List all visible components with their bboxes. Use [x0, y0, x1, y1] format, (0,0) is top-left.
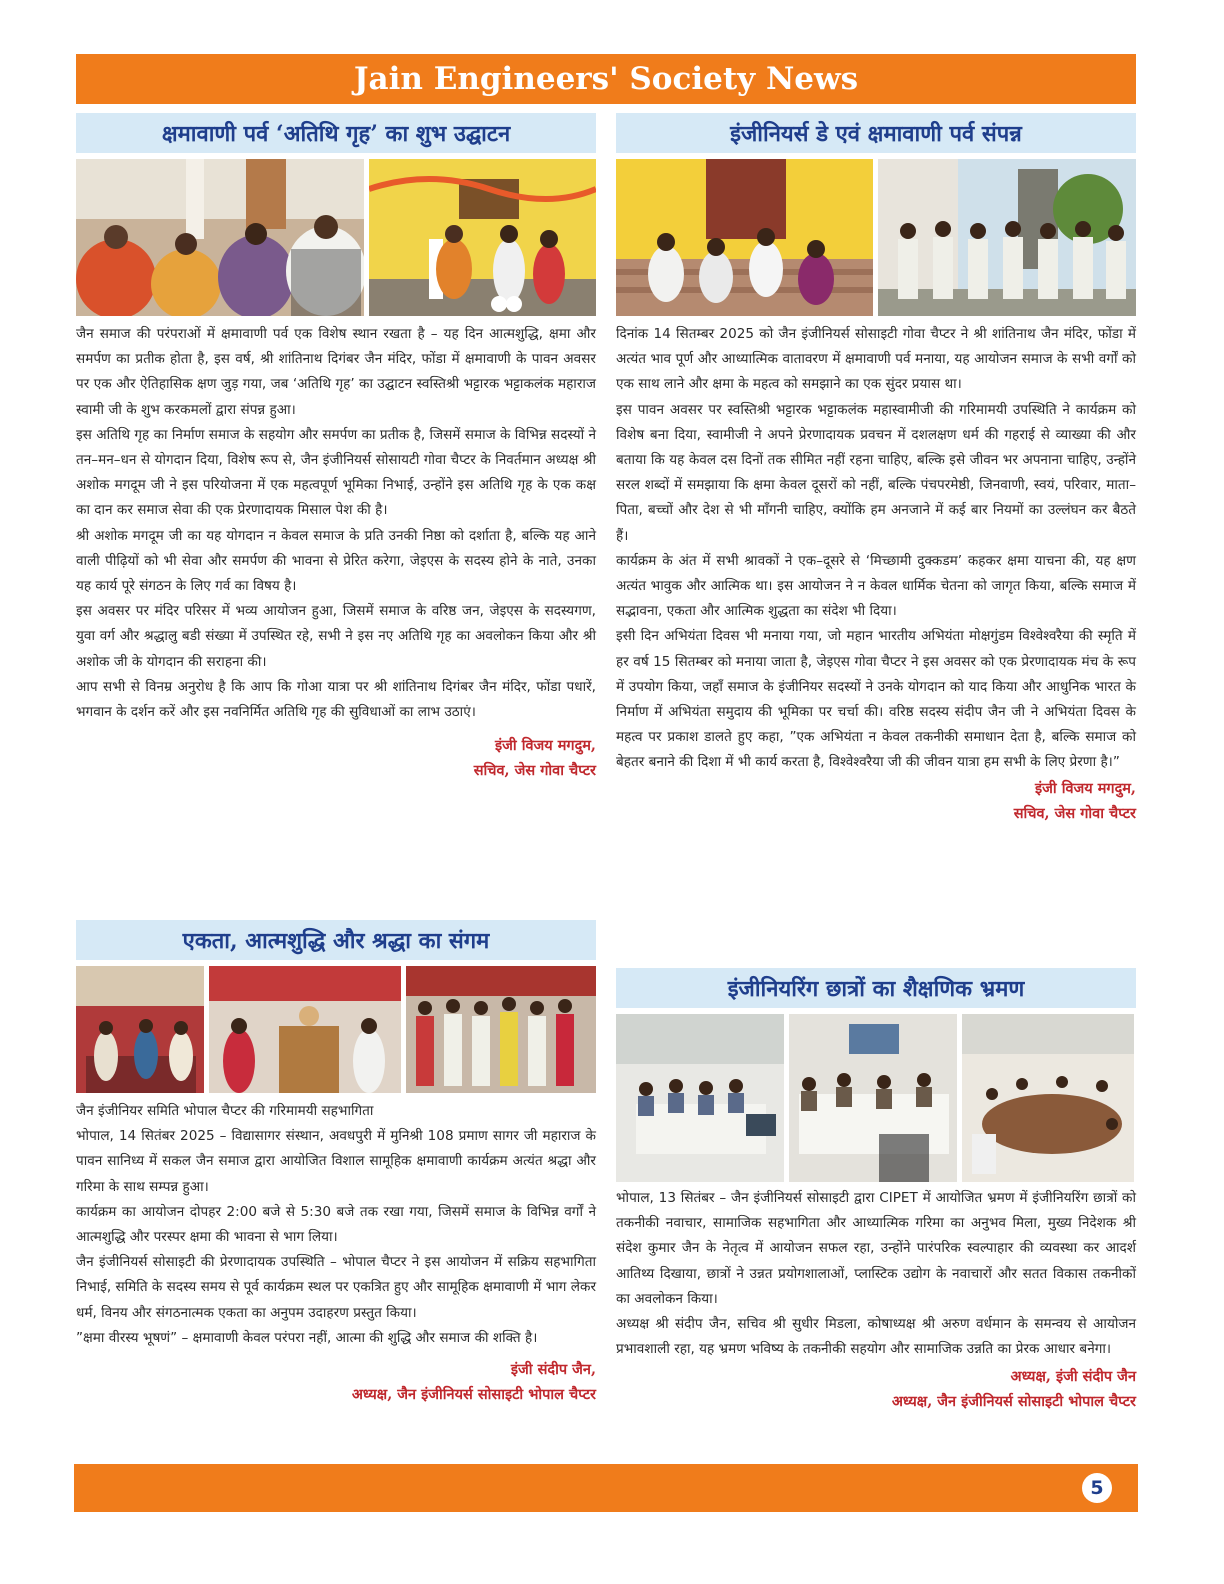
paragraph: आप सभी से विनम्र अनुरोध है कि आप कि गोआ यात्रा पर श्री शांतिनाथ दिगंबर जैन मंदिर, फोंडा पधारें, भगवान के दर्शन करें और इस नवनिर्मित अतिथि गृह की सुविधाओं का लाभ उठाएं। — [76, 678, 596, 721]
photo-inauguration — [369, 159, 596, 316]
paragraph: ”क्षमा वीरस्य भूषणं” – क्षमावाणी केवल परंपरा नहीं, आत्मा की शुद्धि और समाज की शक्ति है। — [76, 1329, 538, 1346]
photo-row — [76, 966, 596, 1093]
signature-name: अध्यक्ष, इंजी संदीप जैन — [1010, 1368, 1136, 1386]
article-body — [616, 1186, 1136, 1362]
signature-role: अध्यक्ष, जैन इंजीनियर्स सोसाइटी भोपाल चैप्टर — [891, 1393, 1136, 1411]
photo-conference-room — [962, 1014, 1134, 1182]
signature-role: अध्यक्ष, जैन इंजीनियर्स सोसाइटी भोपाल चैप्टर — [351, 1386, 596, 1404]
paragraph: भोपाल, 14 सितंबर 2025 – विद्यासागर संस्थान, अवधपुरी में मुनिश्री 108 प्रमाण सागर जी महाराज के पावन सानिध्य में सकल जैन समाज द्वारा आयोजित विशाल सामूहिक क्षमावाणी कार्यक्रम अत्यंत श्रद्धा और गरिमा के साथ सम्पन्न हुआ। — [76, 1128, 596, 1195]
article-body — [616, 322, 1136, 776]
photo-gathering — [76, 159, 364, 316]
footer-bar — [74, 1464, 1138, 1512]
paragraph: इस अतिथि गृह का निर्माण समाज के सहयोग और समर्पण का प्रतीक है, जिसमें समाज के विभिन्न सदस्यों ने तन–मन–धन से योगदान दिया, विशेष रूप से, जैन इंजीनियर्स सोसायटी गोवा चैप्टर के निवर्तमान अध्यक्ष श्री अशोक मगदूम जी ने इस परियोजना में एक महत्वपूर्ण भूमिका निभाई, उन्होंने इस अतिथि गृह के एक कक्ष का दान कर समाज सेवा की एक प्रेरणादायक मिसाल पेश की है। — [76, 426, 596, 519]
article-body — [76, 1099, 596, 1351]
photo-group-outdoor — [878, 159, 1136, 316]
paragraph: इसी दिन अभियंता दिवस भी मनाया गया, जो महान भारतीय अभियंता मोक्षगुंडम विश्वेश्वरैया की स्मृति में हर वर्ष 15 सितम्बर को मनाया जाता है, जेइएस गोवा चैप्टर ने इस अवसर को एक प्रेरणादायक मंच के रूप में उपयोग किया, जहाँ समाज के इंजीनियर सदस्यों ने उनके योगदान को याद किया और आधुनिक भारत के निर्माण में अभियंता समुदाय की भूमिका पर चर्चा की। वरिष्ठ सदस्य संदीप जैन जी ने अभियंता दिवस के महत्व पर प्रकाश डालते हुए कहा, ”एक अभियंता न केवल तकनीकी समाधान देता है, बल्कि समाज को बेहतर बनाने की दिशा में भी कार्य करता है, विश्वेश्वरैया जी की जीवन यात्रा हम सभी के लिए प्रेरणा है।” — [616, 628, 1136, 771]
signature — [76, 733, 596, 783]
signature-name: इंजी संदीप जैन, — [510, 1361, 596, 1379]
paragraph: इस अवसर पर मंदिर परिसर में भव्य आयोजन हुआ, जिसमें समाज के वरिष्ठ जन, जेइएस के सदस्यगण, युवा वर्ग और श्रद्धालु बडी संख्या में उपस्थित रहे, सभी ने इस नए अतिथि गृह का अवलोकन किया और श्री अशोक जी के योगदान की सराहना की। — [76, 603, 596, 670]
photo-stage — [76, 966, 204, 1093]
signature — [616, 776, 1136, 826]
paragraph: श्री अशोक मगदूम जी का यह योगदान न केवल समाज के प्रति उनकी निष्ठा को दर्शाता है, बल्कि यह आने वाली पीढ़ियों को भी सेवा और समर्पण की भावना से प्रेरित करेगा, जेइएस के सदस्य होने के नाते, उनका यह कार्य पूरे संगठन के लिए गर्व का विषय है। — [76, 527, 596, 595]
paragraph: कार्यक्रम के अंत में सभी श्रावकों ने एक–दूसरे से ‘मिच्छामी दुक्कडम’ कहकर क्षमा याचना की, यह क्षण अत्यंत भावुक और आत्मिक था। इस आयोजन ने न केवल धार्मिक चेतना को जागृत किया, बल्कि समाज में सद्भावना, एकता और आत्मिक शुद्धता का संदेश भी दिया। — [616, 552, 1136, 620]
paragraph: इस पावन अवसर पर स्वस्तिश्री भट्टारक भट्टाकलंक महास्वामीजी की गरिमामयी उपस्थिति ने कार्यक्रम को विशेष बना दिया, स्वामीजी ने अपने प्रेरणादायक प्रवचन में दशलक्षण धर्म की गहराई से व्याख्या की और बताया कि यह केवल दस दिनों तक सीमित नहीं रहना चाहिए, बल्कि इसे जीवन भर अपनाना चाहिए, उन्होंने सरल शब्दों में समझाया कि क्षमा केवल दूसरों को नहीं, बल्कि पंचपरमेष्ठी, जिनवाणी, स्वयं, परिवार, माता–पिता, बच्चों और देश से भी माँगनी चाहिए, क्योंकि हम अनजाने में कई बार नियमों का उल्लंघन कर बैठते हैं। — [616, 401, 1136, 544]
photo-ceremony — [209, 966, 401, 1093]
section-title: क्षमावाणी पर्व ‘अतिथि गृह’ का शुभ उद्घाटन — [76, 113, 596, 153]
paragraph: भोपाल, 13 सितंबर – जैन इंजीनियर्स सोसाइटी द्वारा CIPET में आयोजित भ्रमण में इंजीनियरिंग छात्रों को तकनीकी नवाचार, सामाजिक सहभागिता और आध्यात्मिक गरिमा का अनुभव मिला, मुख्य निदेशक श्री संदेश कुमार जैन के नेतृत्व में आयोजन सफल रहा, उन्होंने पारंपरिक स्वल्पाहार की व्यवस्था कर आदर्श आतिथ्य दिखाया, छात्रों ने उन्नत प्रयोगशालाओं, प्लास्टिक उद्योग के नवाचारों और सतत विकास तकनीकों का अवलोकन किया। — [616, 1190, 1136, 1307]
signature-role: सचिव, जेस गोवा चैप्टर — [473, 762, 596, 780]
photo-temple-steps — [616, 159, 873, 316]
photo-row — [616, 159, 1136, 316]
newsletter-title: Jain Engineers' Society News — [353, 61, 859, 97]
paragraph: जैन इंजीनियर्स सोसाइटी की प्रेरणादायक उपस्थिति – भोपाल चैप्टर ने इस आयोजन में सक्रिय सहभागिता निभाई, समिति के सदस्य समय से पूर्व कार्यक्रम स्थल पर एकत्रित हुए और सामूहिक क्षमावाणी में भाग लेकर धर्म, विनय और संगठनात्मक एकता का अनुपम उदाहरण प्रस्तुत किया। — [76, 1254, 596, 1321]
section-guest-house — [76, 113, 596, 783]
section-engineers-day — [616, 113, 1136, 826]
photo-row — [76, 159, 596, 316]
section-study-tour — [616, 968, 1136, 1414]
article-body — [76, 322, 596, 725]
photo-row — [616, 1014, 1136, 1182]
photo-classroom-1 — [616, 1014, 784, 1182]
paragraph: अध्यक्ष श्री संदीप जैन, सचिव श्री सुधीर मिडला, कोषाध्यक्ष श्री अरुण वर्धमान के समन्वय से आयोजन प्रभावशाली रहा, यह भ्रमण भविष्य के तकनीकी सहयोग और सामाजिक उन्नति का प्रेरक आधार बनेगा। — [616, 1316, 1136, 1358]
signature-role: सचिव, जेस गोवा चैप्टर — [1013, 804, 1136, 822]
masthead — [76, 54, 1136, 104]
page-number: 5 — [1082, 1473, 1112, 1503]
photo-members-group — [406, 966, 596, 1093]
signature — [616, 1364, 1136, 1414]
paragraph: कार्यक्रम का आयोजन दोपहर 2:00 बजे से 5:30 बजे तक रखा गया, जिसमें समाज के विभिन्न वर्गों ने आत्मशुद्धि और परस्पर क्षमा की भावना से भाग लिया। — [76, 1203, 596, 1246]
section-title: एकता, आत्मशुद्धि और श्रद्धा का संगम — [76, 920, 596, 960]
section-unity — [76, 920, 596, 1407]
signature-name: इंजी विजय मगदुम, — [495, 737, 596, 755]
signature — [76, 1357, 596, 1407]
section-title: इंजीनियर्स डे एवं क्षमावाणी पर्व संपन्न — [616, 113, 1136, 153]
paragraph: जैन इंजीनियर समिति भोपाल चैप्टर की गरिमामयी सहभागिता — [76, 1103, 374, 1119]
photo-classroom-2 — [789, 1014, 957, 1182]
paragraph: जैन समाज की परंपराओं में क्षमावाणी पर्व एक विशेष स्थान रखता है – यह दिन आत्मशुद्धि, क्षमा और समर्पण का प्रतीक होता है, इस वर्ष, श्री शांतिनाथ दिगंबर जैन मंदिर, फोंडा में क्षमावाणी के पावन अवसर पर एक और ऐतिहासिक क्षण जुड़ गया, जब ‘अतिथि गृह’ का उद्घाटन स्वस्तिश्री भट्टारक भट्टाकलंक महाराज स्वामी जी के शुभ करकमलों द्वारा संपन्न हुआ। — [76, 326, 596, 418]
paragraph: दिनांक 14 सितम्बर 2025 को जैन इंजीनियर्स सोसाइटी गोवा चैप्टर ने श्री शांतिनाथ जैन मंदिर, फोंडा में अत्यंत भाव पूर्ण और आध्यात्मिक वातावरण में क्षमावाणी पर्व मनाया, यह आयोजन समाज के सभी वर्गों को एक साथ लाने और क्षमा के महत्व को समझाने का एक सुंदर प्रयास था। — [616, 326, 1136, 393]
signature-name: इंजी विजय मगदुम, — [1035, 779, 1136, 797]
section-title: इंजीनियरिंग छात्रों का शैक्षणिक भ्रमण — [616, 968, 1136, 1008]
